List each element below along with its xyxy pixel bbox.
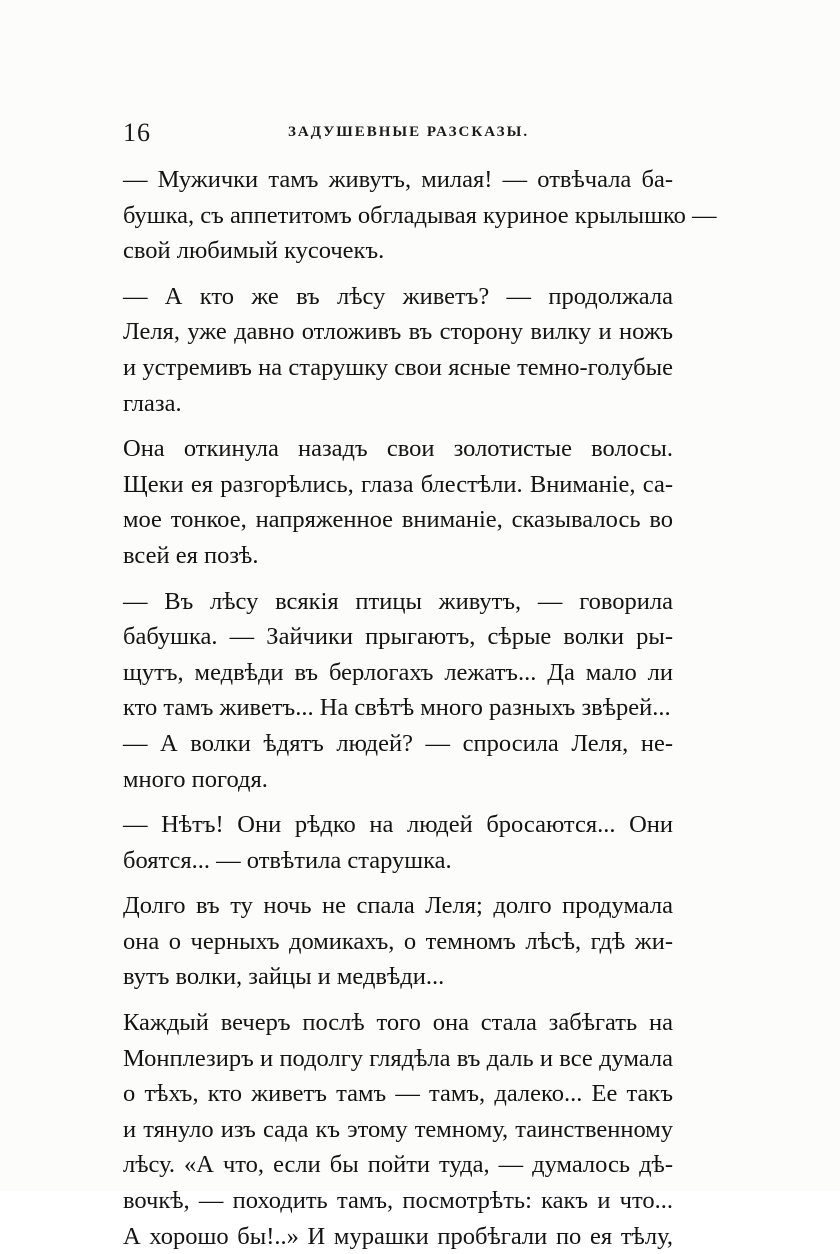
text-line: Леля, уже давно отложивъ въ сторону вилку и ножъ (123, 318, 673, 346)
text-line: — Нѣтъ! Они рѣдко на людей бросаются... Они (123, 811, 673, 839)
text-line: боятся... — отвѣтила старушка. (123, 846, 452, 874)
text-line: Монплезиръ и подолгу глядѣла въ даль и все думала (123, 1044, 673, 1072)
paragraph-6 (123, 807, 673, 878)
text-line: вутъ волки, зайцы и медвѣди... (123, 963, 445, 991)
text-line: — А кто же въ лѣсу живетъ? — продолжала (123, 282, 673, 310)
paragraph-1 (123, 162, 717, 269)
text-line: бушка, съ аппетитомъ обгладывая куриное крылышко — (123, 201, 717, 229)
paragraph-3 (123, 431, 673, 573)
text-line: много погодя. (123, 765, 268, 793)
text-line: вочкѣ, — походить тамъ, посмотрѣть: какъ и что... (123, 1187, 673, 1215)
page-number: 16 (123, 118, 151, 147)
page-header (123, 118, 673, 154)
text-line: лѣсу. «А что, если бы пойти туда, — думалось дѣ- (123, 1151, 673, 1179)
text-line: Щеки ея разгорѣлись, глаза блестѣли. Вниманіе, са- (123, 470, 673, 498)
text-line: всей ея позѣ. (123, 541, 259, 569)
text-line: о тѣхъ, кто живетъ тамъ — тамъ, далеко... Ее такъ (123, 1080, 673, 1108)
text-line: кто тамъ живетъ... На свѣтѣ много разныхъ звѣрей... (123, 694, 671, 722)
paragraph-8 (123, 1005, 673, 1254)
text-line: бабушка. — Зайчики прыгаютъ, сѣрые волки ры- (123, 623, 673, 651)
text-line: и тянуло изъ сада къ этому темному, таинственному (123, 1115, 673, 1143)
text-line: щутъ, медвѣди въ берлогахъ лежатъ... Да мало ли (123, 658, 673, 686)
paragraph-7 (123, 888, 673, 995)
text-line: — Въ лѣсу всякія птицы живутъ, — говорила (123, 587, 673, 615)
text-line: Каждый вечеръ послѣ того она стала забѣгать на (123, 1009, 673, 1037)
paragraph-5 (123, 726, 673, 797)
paragraph-2 (123, 279, 673, 421)
text-line: глаза. (123, 389, 182, 417)
text-line: свой любимый кусочекъ. (123, 237, 385, 265)
text-line: — А волки ѣдятъ людей? — спросила Леля, не- (123, 729, 673, 757)
text-line: мое тонкое, напряженное вниманіе, сказывалось во (123, 506, 673, 534)
body-text (123, 162, 717, 1254)
running-title: ЗАДУШЕВНЫЕ РАЗСКАЗЫ. (288, 124, 530, 140)
paragraph-4 (123, 584, 673, 726)
text-line: она о черныхъ домикахъ, о темномъ лѣсѣ, гдѣ жи- (123, 927, 673, 955)
text-line: Она откинула назадъ свои золотистые волосы. (123, 435, 673, 463)
text-line: Долго въ ту ночь не спала Леля; долго продумала (123, 892, 673, 920)
text-line: — Мужички тамъ живутъ, милая! — отвѣчала ба- (123, 166, 673, 193)
text-line: и устремивъ на старушку свои ясные темно-голубые (123, 353, 673, 381)
text-line: А хорошо бы!..» И мурашки пробѣгали по ея тѣлу, (123, 1222, 673, 1250)
